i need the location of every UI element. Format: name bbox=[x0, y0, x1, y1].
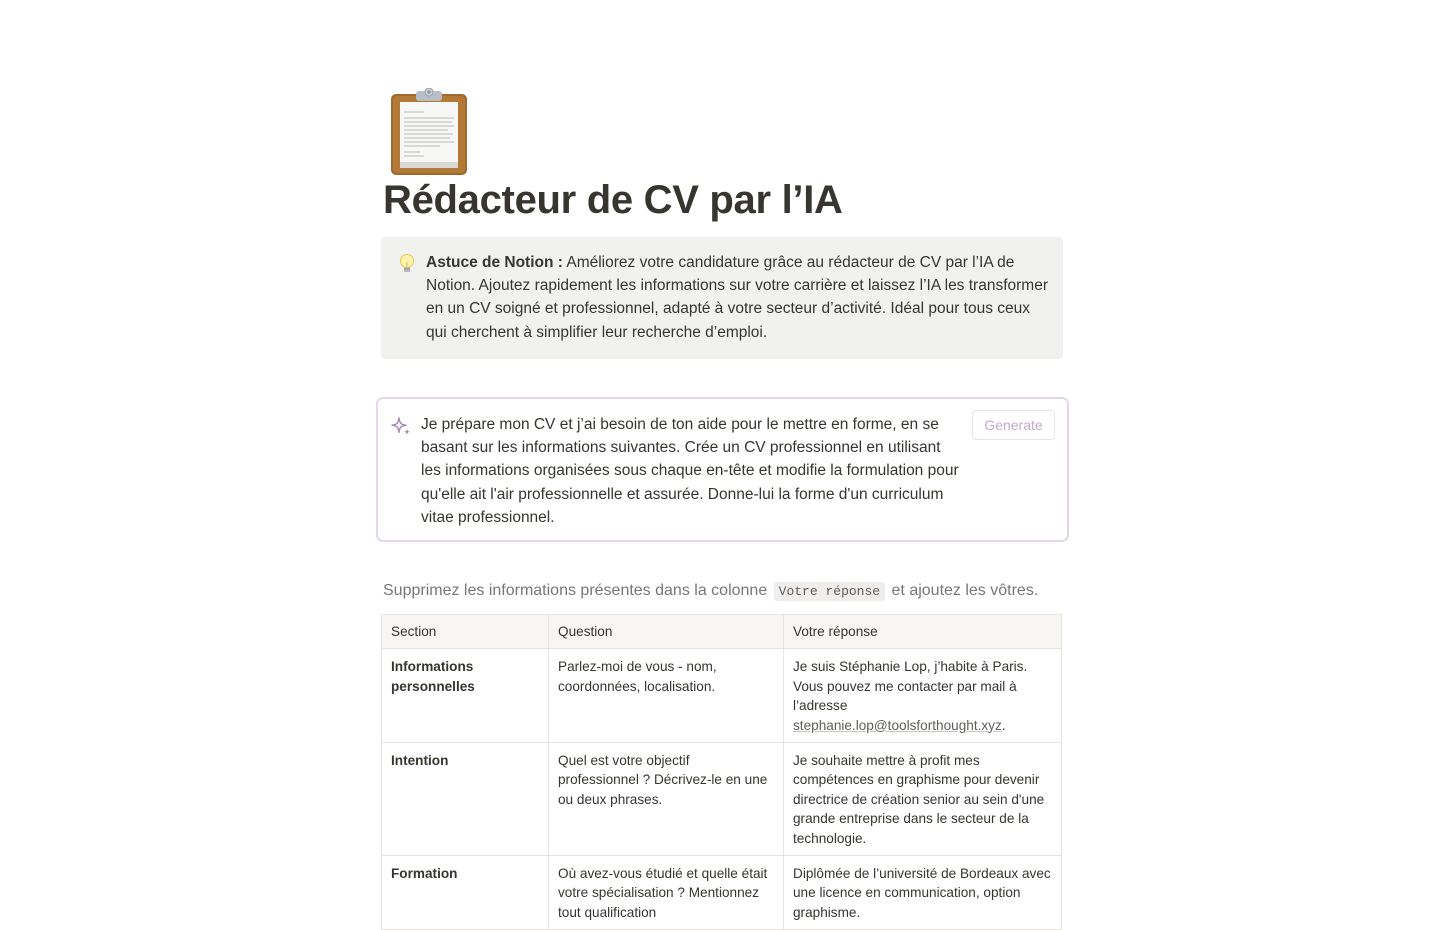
table-row bbox=[382, 856, 1062, 930]
instruction-after: et ajoutez les vôtres. bbox=[887, 582, 1039, 599]
question-cell[interactable]: Où avez-vous étudié et quelle était votre spécialisation ? Mentionnez tout qualification bbox=[549, 856, 784, 930]
answer-cell[interactable] bbox=[784, 649, 1062, 743]
lightbulb-icon bbox=[398, 253, 416, 275]
answer-text: Je suis Stéphanie Lop, j’habite à Paris. Vous pouvez me contacter par mail à l’adresse bbox=[793, 659, 1028, 714]
callout-text bbox=[426, 251, 1050, 344]
table-row bbox=[382, 649, 1062, 743]
column-header-question[interactable]: Question bbox=[549, 615, 784, 649]
section-cell[interactable]: Informations personnelles bbox=[382, 649, 549, 743]
sparkle-icon bbox=[390, 416, 412, 438]
instruction-code: Votre réponse bbox=[774, 582, 885, 601]
answer-cell[interactable]: Je souhaite mettre à profit mes compétences en graphisme pour devenir directrice de création senior au sein d'une grande entreprise dans le secteur de la technologie. bbox=[784, 743, 1062, 856]
section-cell[interactable]: Intention bbox=[382, 743, 549, 856]
answer-text-end: . bbox=[1001, 717, 1006, 733]
question-cell[interactable]: Quel est votre objectif professionnel ? Décrivez-le en une ou deux phrases. bbox=[549, 743, 784, 856]
column-header-answer[interactable]: Votre réponse bbox=[784, 615, 1062, 649]
callout-bold: Astuce de Notion : bbox=[426, 254, 563, 271]
table-row bbox=[382, 743, 1062, 856]
email-link[interactable]: stephanie.lop@toolsforthought.xyz bbox=[793, 717, 1002, 733]
answer-cell[interactable]: Diplômée de l’université de Bordeaux avec une licence en communication, option graphisme. bbox=[784, 856, 1062, 930]
page-title: Rédacteur de CV par l’IA bbox=[383, 178, 843, 222]
tip-callout bbox=[381, 237, 1063, 359]
generate-button[interactable]: Generate bbox=[972, 410, 1055, 440]
column-header-section[interactable]: Section bbox=[382, 615, 549, 649]
ai-prompt-block[interactable] bbox=[376, 397, 1069, 542]
table-header-row bbox=[382, 615, 1062, 649]
table-instruction bbox=[383, 579, 1038, 604]
question-cell[interactable]: Parlez-moi de vous - nom, coordonnées, localisation. bbox=[549, 649, 784, 743]
resume-table bbox=[381, 614, 1062, 930]
callout-body: Améliorez votre candidature grâce au rédacteur de CV par l’IA de Notion. Ajoutez rapidement les informations sur votre carrière et laissez l’IA les transformer en un CV soigné et professionnel, adapté à votre secteur d’activité. Idéal pour tous ceux qui cherchent à simplifier leur recherche d’emploi. bbox=[426, 254, 1048, 341]
ai-prompt-text[interactable]: Je prépare mon CV et j’ai besoin de ton aide pour le mettre en forme, en se basant sur les informations suivantes. Crée un CV professionnel en utilisant les informations organisées sous chaque en-tête et modifie la formulation pour qu'elle ait l'air professionnelle et assurée. Donne-lui la forme d'un curriculum vitae professionnel. bbox=[421, 416, 959, 526]
instruction-before: Supprimez les informations présentes dans la colonne bbox=[383, 582, 772, 599]
section-cell[interactable]: Formation bbox=[382, 856, 549, 930]
clipboard-icon bbox=[390, 88, 468, 176]
